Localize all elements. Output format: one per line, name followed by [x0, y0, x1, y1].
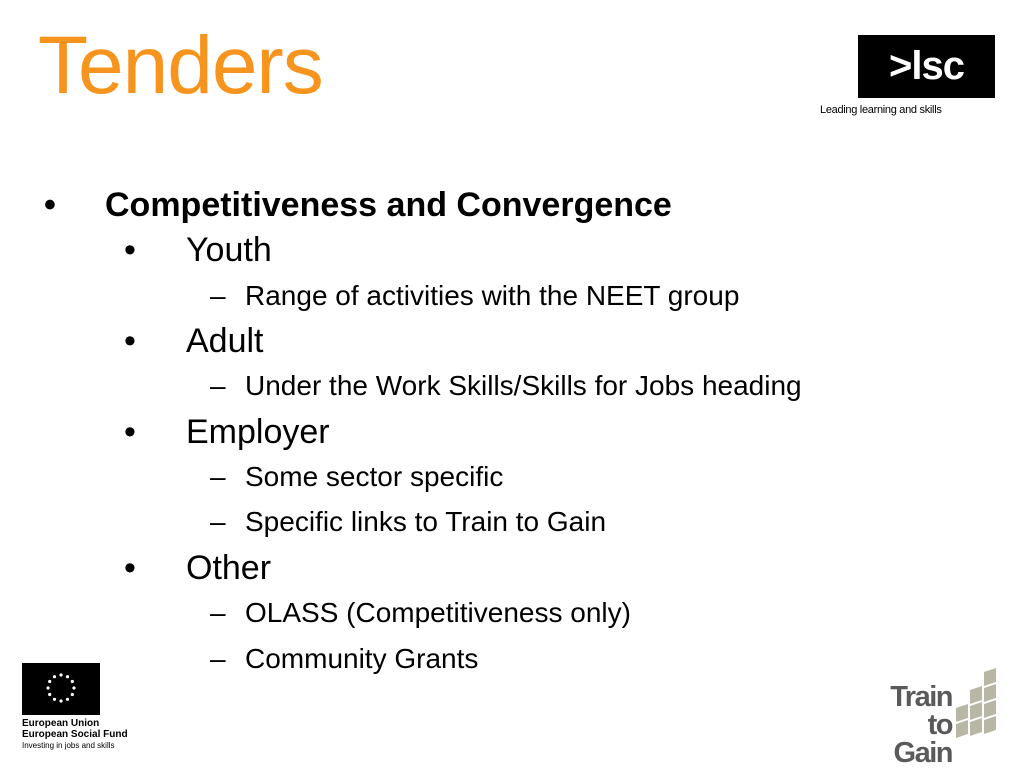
ttg-text — [862, 683, 952, 767]
lsc-logo-mark: >lsc — [858, 35, 995, 98]
bullet-youth: Youth — [186, 231, 272, 269]
sub-bullet-employer-2: Specific links to Train to Gain — [245, 506, 607, 537]
sub-bullet-employer-1: Some sector specific — [245, 461, 504, 492]
sub-bullet-youth-1: Range of activities with the NEET group — [245, 280, 740, 311]
ttg-line-1: Train to — [890, 681, 952, 741]
bullet-marker: • — [124, 413, 136, 451]
eu-line-1: European Union — [22, 718, 100, 729]
bullet-marker: • — [124, 322, 136, 360]
dash-marker: – — [210, 643, 226, 674]
lsc-tagline: Leading learning and skills — [820, 104, 942, 116]
eu-line-3: Investing in jobs and skills — [22, 741, 115, 750]
dash-marker: – — [210, 506, 226, 537]
bullet-marker: • — [44, 186, 56, 224]
eu-logo-text — [22, 718, 128, 751]
ttg-line-2: Gain — [893, 737, 952, 769]
sub-bullet-other-1: OLASS (Competitiveness only) — [245, 597, 631, 628]
bullet-other: Other — [186, 549, 272, 587]
dash-marker: – — [210, 461, 226, 492]
bullet-employer: Employer — [186, 413, 330, 451]
dash-marker: – — [210, 370, 226, 401]
dash-marker: – — [210, 597, 226, 628]
bullet-adult: Adult — [186, 322, 264, 360]
sub-bullet-adult-1: Under the Work Skills/Skills for Jobs heading — [245, 370, 802, 401]
sub-bullet-other-2: Community Grants — [245, 643, 479, 674]
ttg-blocks-icon — [954, 668, 998, 744]
slide-title: Tenders — [38, 20, 323, 111]
bullet-main: Competitiveness and Convergence — [105, 186, 672, 224]
dash-marker: – — [210, 280, 226, 311]
eu-flag-icon — [22, 663, 100, 715]
bullet-marker: • — [124, 231, 136, 269]
bullet-marker: • — [124, 549, 136, 587]
eu-line-2: European Social Fund — [22, 729, 128, 740]
